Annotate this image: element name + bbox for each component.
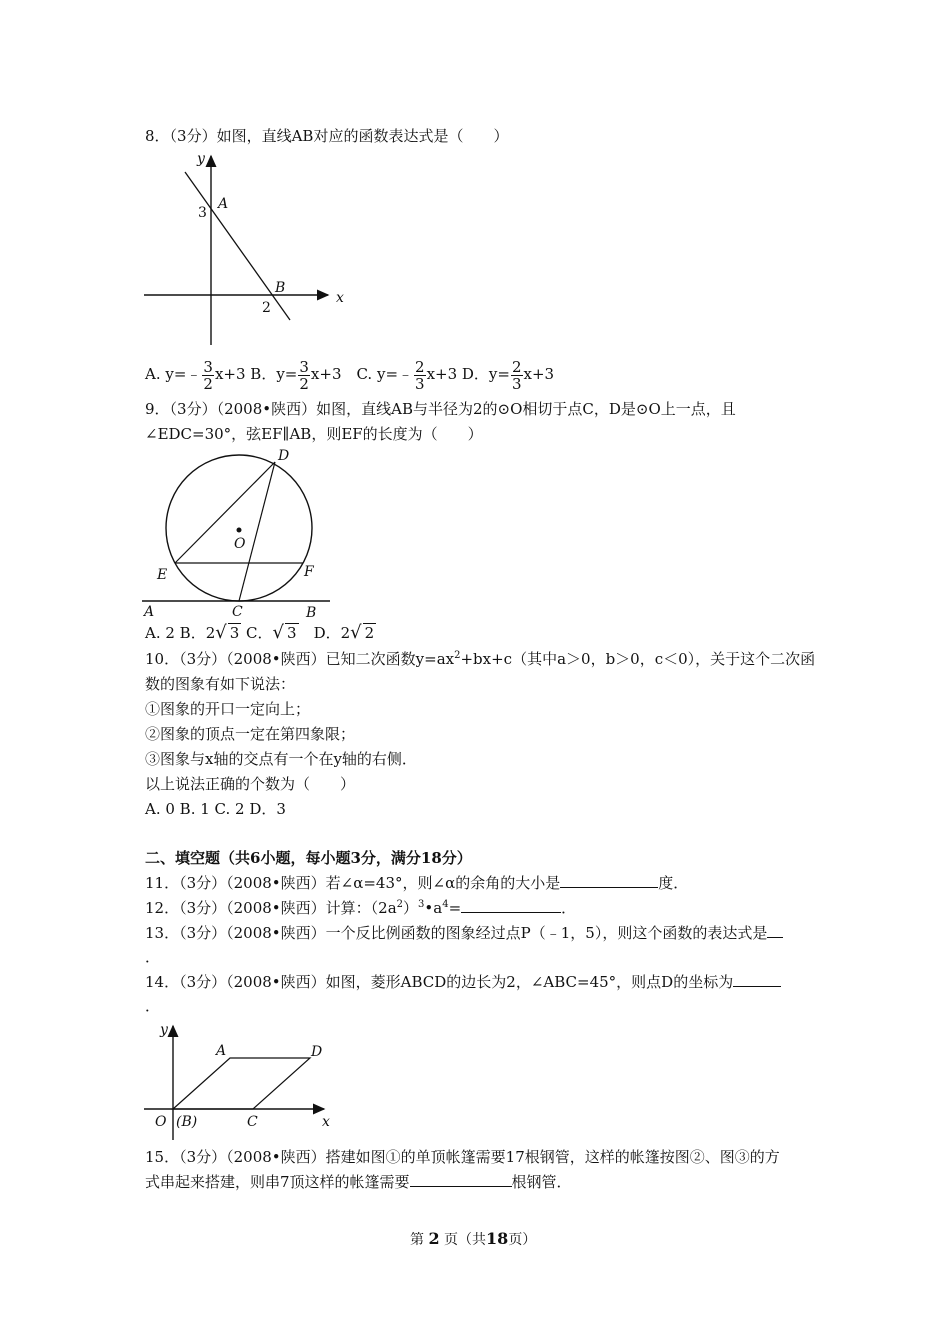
q10-statement-1: ①图象的开口一定向上； (145, 700, 311, 718)
q14-label-x: x (322, 1114, 330, 1130)
q9-chord-dc (239, 462, 275, 601)
q9-label-c: C (232, 604, 243, 620)
q10-statement-3: ③图象与x轴的交点有一个在y轴的右侧． (145, 750, 417, 768)
q14-figure (140, 1020, 340, 1145)
q9-figure (140, 448, 340, 622)
q14-line2: ． (145, 997, 161, 1015)
q8-tick-2: 2 (262, 300, 271, 316)
q14-rhombus (173, 1058, 310, 1109)
q9-chord-ed (175, 462, 275, 563)
page-footer: 第 2 页（共18页） (410, 1229, 537, 1248)
q11: 11．（3分）（2008•陕西）若∠α=43°，则∠α的余角的大小是 度． (145, 874, 689, 892)
q13-line2: ． (145, 948, 161, 966)
q9-label-b: B (306, 605, 317, 621)
q8-stem: 8．（3分）如图，直线AB对应的函数表达式是（ ） (145, 127, 509, 145)
q13-line1: 13．（3分）（2008•陕西）一个反比例函数的图象经过点P（﹣1，5），则这个函数的表达式是 (145, 922, 783, 944)
q10-statement-2: ②图象的顶点一定在第四象限； (145, 725, 356, 743)
q15-line1: 15．（3分）（2008•陕西）搭建如图①的单顶帐篷需要17根钢管，这样的帐篷按图②、图③的方 (145, 1148, 780, 1166)
q14-line1: 14．（3分）（2008•陕西）如图，菱形ABCD的边长为2，∠ABC=45°，则点D的坐标为 (145, 971, 781, 993)
q9-line2: ∠EDC=30°，弦EF∥AB，则EF的长度为（ ） (145, 425, 483, 443)
q9-center-dot (237, 528, 242, 533)
q14-label-a: A (216, 1043, 227, 1059)
q8-tick-3: 3 (198, 205, 207, 221)
section-2-heading: 二、填空题（共6小题，每小题3分，满分18分） (145, 849, 472, 867)
q14-label-b: (B) (176, 1114, 198, 1130)
q14-label-y: y (160, 1022, 168, 1038)
q14-label-o: O (155, 1114, 167, 1130)
q8-label-x: x (336, 290, 344, 306)
q8-label-b: B (275, 280, 286, 296)
q9-label-a: A (144, 604, 155, 620)
q9-label-f: F (304, 564, 314, 580)
q15-line2: 式串起来搭建，则串7顶这样的帐篷需要 根钢管． (145, 1173, 572, 1191)
q9-line1: 9．（3分）（2008•陕西）如图，直线AB与半径为2的⊙O相切于点C，D是⊙O上一点，且 (145, 400, 736, 418)
q8-options: A. y=﹣ $\frac{3}{2}$ x+3 B．y= $\frac{3}{2}$ x+3 C. y=﹣ $\frac{2}{3}$ x+3 D．y= $\frac{2}{3}$ x+3 (145, 357, 555, 393)
q9-options: A. 2 B．2√ 3 C．√ 3 D．2√ 2 (145, 622, 375, 643)
q8-label-y: y (197, 151, 205, 167)
q10-ask: 以上说法正确的个数为（ ） (145, 775, 356, 793)
q10-line1: 10．（3分）（2008•陕西）已知二次函数$y=ax^2+bx+c$（其中a＞0，b＞0，c＜0），关于这个二次函 (145, 650, 816, 668)
q8-figure (140, 150, 360, 350)
q9-label-e: E (157, 567, 168, 583)
q10-line2: 数的图象有如下说法： (145, 675, 296, 693)
q12: 12．（3分）（2008•陕西）计算：$(2a^2)^3•a^4=$ ． (145, 899, 577, 917)
q10-options: A. 0 B. 1 C. 2 D．3 (145, 800, 286, 818)
q8-label-a: A (218, 196, 229, 212)
q14-label-c: C (247, 1114, 258, 1130)
q14-label-d: D (311, 1044, 323, 1060)
q9-label-o: O (234, 536, 246, 552)
q8-line-ab (185, 172, 290, 320)
q9-label-d: D (278, 448, 290, 464)
